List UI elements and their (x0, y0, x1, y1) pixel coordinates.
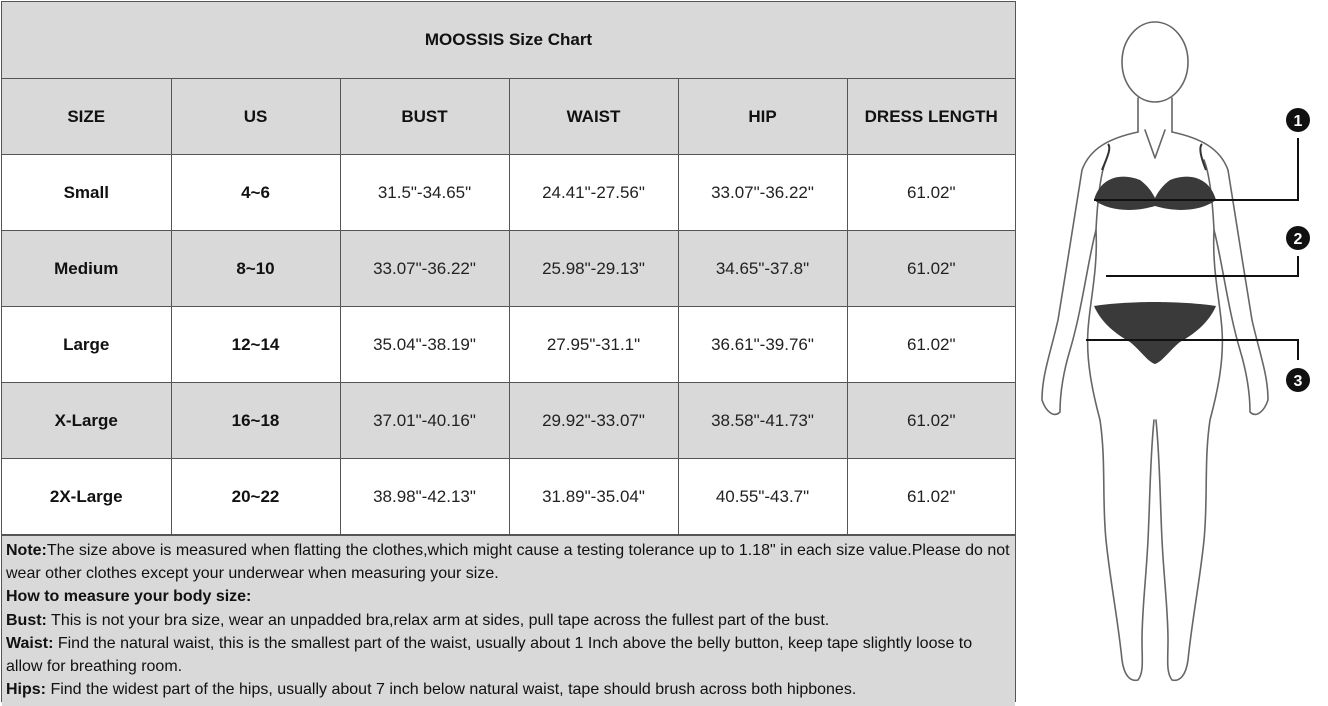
bust-cell: 35.04"-38.19" (340, 307, 509, 383)
table-row (2, 459, 1015, 535)
table-header-row (2, 79, 1015, 155)
size-chart (1, 1, 1016, 702)
hip-cell: 34.65"-37.8" (678, 231, 847, 307)
waist-line (1106, 256, 1298, 276)
column-header-size: SIZE (2, 79, 171, 155)
hip-cell: 36.61"-39.76" (678, 307, 847, 383)
note-label: Note: (6, 542, 47, 559)
neck-v-line (1145, 130, 1165, 158)
hip-line (1086, 340, 1298, 360)
table-row (2, 231, 1015, 307)
column-header-us: US (171, 79, 340, 155)
hip-cell: 40.55"-43.7" (678, 459, 847, 535)
head-outline (1122, 22, 1188, 102)
table-row (2, 383, 1015, 459)
size-cell: Medium (2, 231, 171, 307)
howto-label: How to measure your body size: (6, 588, 252, 606)
table-row (2, 155, 1015, 231)
bust-cell: 38.98"-42.13" (340, 459, 509, 535)
hips-instruction (6, 678, 1011, 701)
us-cell: 20~22 (171, 459, 340, 535)
marker-3 (1286, 368, 1310, 392)
bust-instruction (6, 609, 1011, 632)
note-text: The size above is measured when flatting the clothes,which might cause a testing tolerance up to 1.18" in each size value.Please do not wear other clothes except your underwear when measuring your size. (6, 542, 1010, 583)
us-cell: 8~10 (171, 231, 340, 307)
size-cell: Large (2, 307, 171, 383)
waist-cell: 27.95"-31.1" (509, 307, 678, 383)
us-cell: 4~6 (171, 155, 340, 231)
svg-text:1: 1 (1293, 113, 1303, 130)
svg-text:2: 2 (1293, 231, 1303, 248)
column-header-bust: BUST (340, 79, 509, 155)
neck-outline (1138, 98, 1172, 132)
note-paragraph (6, 539, 1011, 585)
column-header-waist: WAIST (509, 79, 678, 155)
hip-cell: 38.58"-41.73" (678, 383, 847, 459)
dress-length-cell: 61.02" (847, 155, 1015, 231)
size-cell: 2X-Large (2, 459, 171, 535)
dress-length-cell: 61.02" (847, 459, 1015, 535)
waist-cell: 25.98"-29.13" (509, 231, 678, 307)
waist-instruction (6, 632, 1011, 678)
measurement-notes (2, 535, 1015, 706)
bust-cell: 37.01"-40.16" (340, 383, 509, 459)
waist-cell: 31.89"-35.04" (509, 459, 678, 535)
left-body-outline (1042, 132, 1154, 680)
body-measurement-figure (1030, 20, 1328, 703)
bust-label: Bust: (6, 611, 47, 629)
bust-cell: 31.5"-34.65" (340, 155, 509, 231)
size-cell: X-Large (2, 383, 171, 459)
marker-2 (1286, 226, 1310, 250)
right-body-outline (1156, 132, 1268, 680)
us-cell: 12~14 (171, 307, 340, 383)
waist-label: Waist: (6, 634, 54, 652)
waist-cell: 24.41"-27.56" (509, 155, 678, 231)
hip-cell: 33.07"-36.22" (678, 155, 847, 231)
table-row (2, 307, 1015, 383)
column-header-dress-length: DRESS LENGTH (847, 79, 1015, 155)
size-table (2, 79, 1015, 535)
marker-1 (1286, 108, 1310, 132)
dress-length-cell: 61.02" (847, 383, 1015, 459)
waist-cell: 29.92"-33.07" (509, 383, 678, 459)
chart-title: MOOSSIS Size Chart (2, 2, 1015, 79)
bust-text: This is not your bra size, wear an unpadded bra,relax arm at sides, pull tape across the fullest part of the bust. (46, 611, 830, 629)
us-cell: 16~18 (171, 383, 340, 459)
dress-length-cell: 61.02" (847, 231, 1015, 307)
hips-label: Hips: (6, 681, 46, 699)
howto-heading (6, 585, 1011, 608)
hips-text: Find the widest part of the hips, usually about 7 inch below natural waist, tape should brush across both hipbones. (46, 681, 857, 699)
column-header-hip: HIP (678, 79, 847, 155)
svg-text:3: 3 (1293, 373, 1303, 390)
bust-cell: 33.07"-36.22" (340, 231, 509, 307)
underwear-shape (1094, 302, 1216, 364)
dress-length-cell: 61.02" (847, 307, 1015, 383)
size-cell: Small (2, 155, 171, 231)
waist-text: Find the natural waist, this is the smallest part of the waist, usually about 1 Inch above the belly button, keep tape slightly loose to allow for breathing room. (6, 634, 973, 676)
